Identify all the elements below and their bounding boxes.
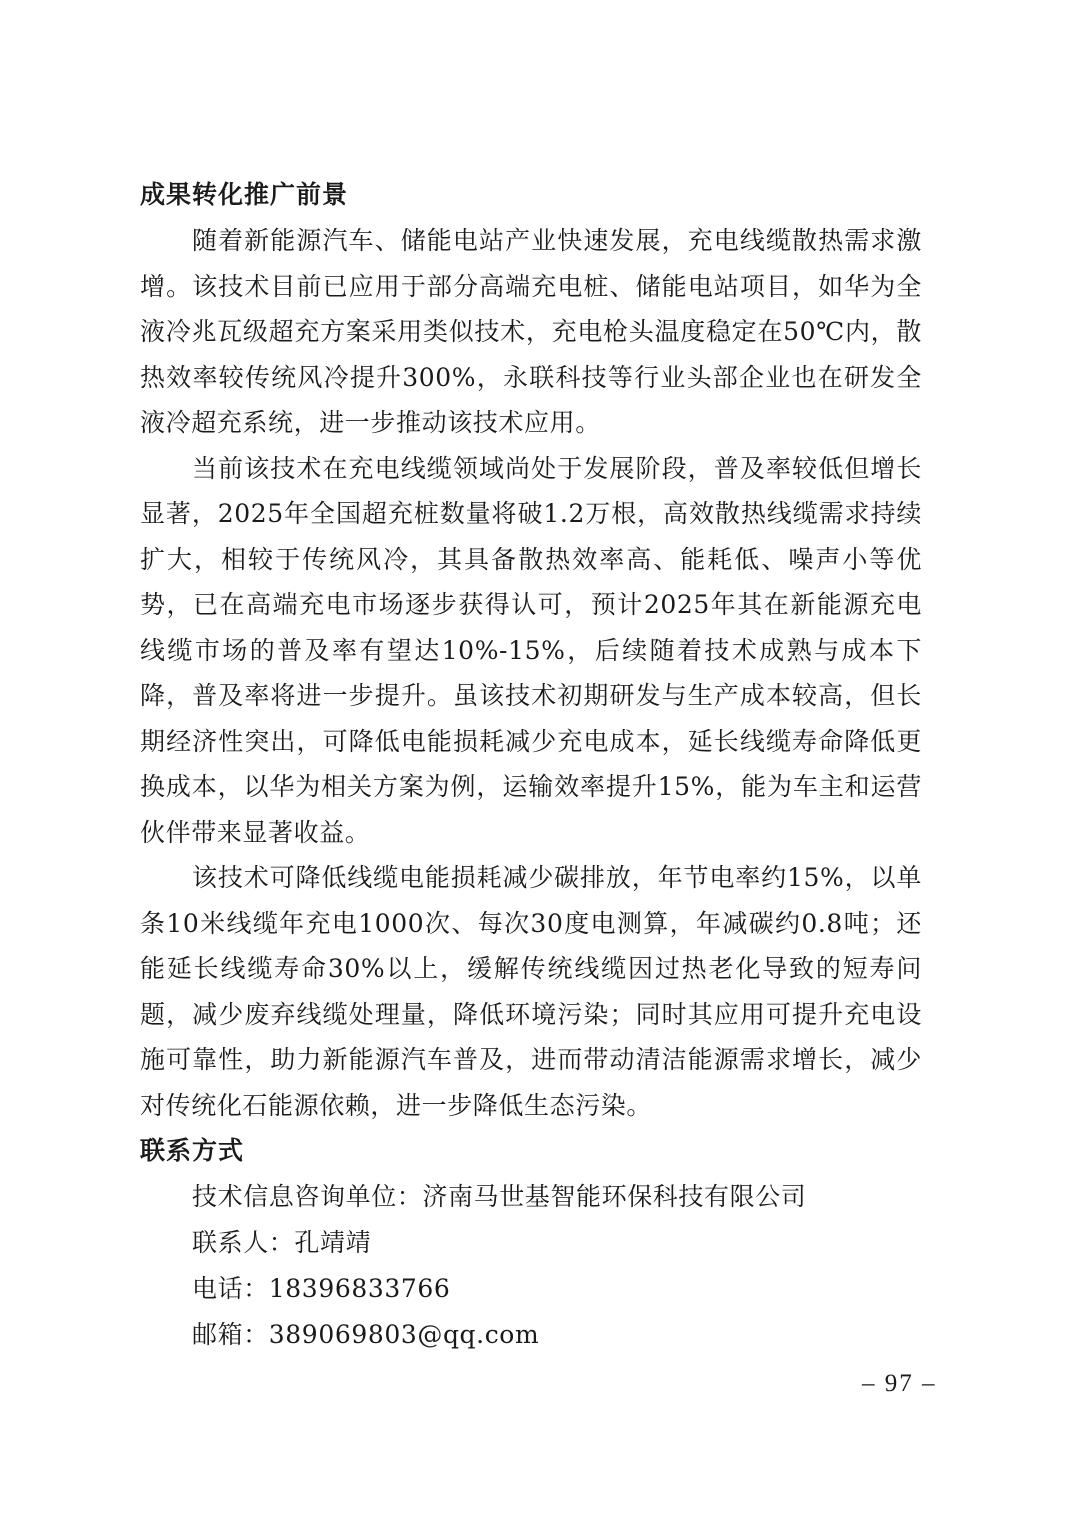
paragraph: 当前该技术在充电线缆领域尚处于发展阶段，普及率较低但增长显著，2025年全国超充桩数量将破1.2万根，高效散热线缆需求持续扩大，相较于传统风冷，其具备散热效率高、能耗低、噪声小等优势，已在高端充电市场逐步获得认可，预计2025年其在新能源充电线缆市场的普及率有望达10%-15%，后续随着技术成熟与成本下降，普及率将进一步提升。虽该技术初期研发与生产成本较高，但长期经济性突出，可降低电能损耗减少充电成本，延长线缆寿命降低更换成本，以华为相关方案为例，运输效率提升15%，能为车主和运营伙伴带来显著收益。 [140, 453, 922, 847]
contact-phone: 电话：18396833766 [192, 1274, 451, 1303]
contact-organization: 技术信息咨询单位：济南马世基智能环保科技有限公司 [192, 1182, 807, 1211]
page-number: – 97 – [862, 1370, 937, 1397]
section-heading-contact: 联系方式 [140, 1136, 245, 1165]
section-heading-prospects: 成果转化推广前景 [140, 180, 349, 209]
contact-person: 联系人：孔靖靖 [192, 1228, 372, 1257]
paragraph: 随着新能源汽车、储能电站产业快速发展，充电线缆散热需求激增。该技术目前已应用于部分高端充电桩、储能电站项目，如华为全液冷兆瓦级超充方案采用类似技术，充电枪头温度稳定在50℃内，散热效率较传统风冷提升300%，永联科技等行业头部企业也在研发全液冷超充系统，进一步推动该技术应用。 [140, 226, 922, 437]
contact-email: 邮箱：389069803@qq.com [192, 1320, 540, 1349]
document-body [140, 172, 922, 1358]
paragraph: 该技术可降低线缆电能损耗减少碳排放，年节电率约15%，以单条10米线缆年充电1000次、每次30度电测算，年减碳约0.8吨；还能延长线缆寿命30%以上，缓解传统线缆因过热老化导致的短寿问题，减少废弃线缆处理量，降低环境污染；同时其应用可提升充电设施可靠性，助力新能源汽车普及，进而带动清洁能源需求增长，减少对传统化石能源依赖，进一步降低生态污染。 [140, 863, 922, 1120]
